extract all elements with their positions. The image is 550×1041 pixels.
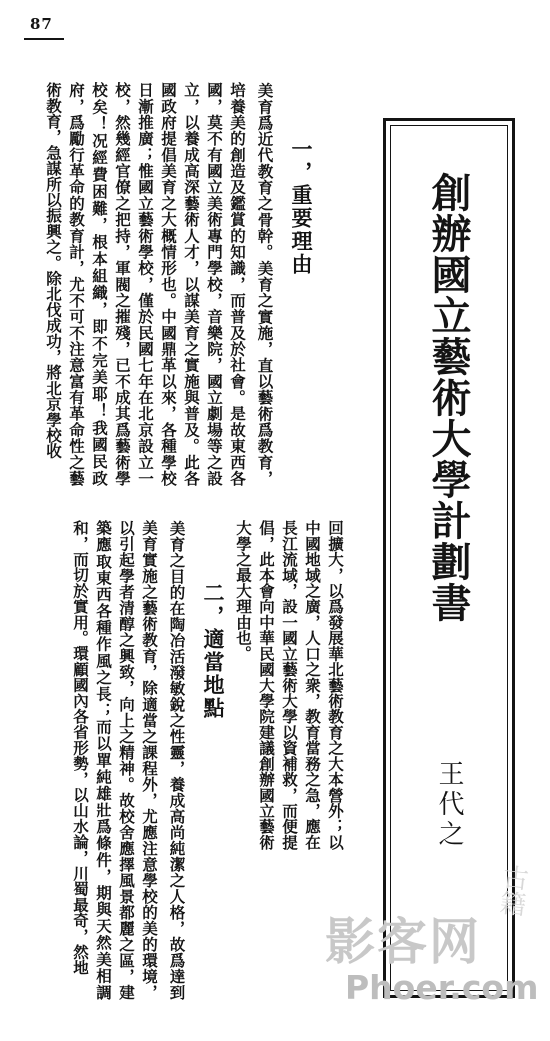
section-2-text: 美育之目的在陶冶活潑敏銳之性靈，養成高尚純潔之人格，故爲達到美育實施之藝術教育，除適當之課程外，尤應注意學校的美的環境，以引起學者清醇之興致，向上之精神。故校舍應擇風景都麗之區，建築應取東西各種作風之長；而以單純雄壯爲條件，期與天然美相調和，而切於實用。環顧國內各省形勢，以山水論，川蜀最奇，然地 [71, 520, 187, 1000]
section-1-text: 美育爲近代教育之骨幹。美育之實施，直以藝術爲教育，培養美的創造及鑑賞的知識，而普及於社會。是故東西各國，莫不有國立美術專門學校，音樂院，國立劇場等之設立，以養成高深藝術人才，以謀美育之實施與普及。此各國政府提倡美育之大概情形也。中國鼎革以來，各種學校日漸推廣；惟國立藝術學校，僅於民國七年在北京設立一校，然幾經官僚之把持，軍閥之摧殘，已不成其爲藝術學校矣！况經費困難，根本組織，即不完美耶！我國民政府，爲勵行革命的教育計，尤不可不注意富有革命性之藝術教育，急謀所以振興之。除北伐成功，將北京學校收 [44, 82, 275, 486]
watermark-url: Phoer.com [345, 968, 539, 1007]
section-1-body [44, 82, 280, 486]
document-title: 創辦國立藝術大學計劃書 [425, 172, 472, 623]
section-1-heading: 一，重要理由 [289, 138, 314, 276]
watermark-seal: 古籍 [494, 862, 530, 918]
section-2-body [70, 520, 192, 1000]
header-rule [24, 38, 64, 40]
section-1-continuation: 回擴大，以爲發展華北藝術教育之大本營外；以中國地域之廣，人口之衆，教育當務之急，應在長江流域，設一國立藝術大學以資補救，而便提倡，此本會向中華民國大學院建議創辦國立藝術大學之最大理由也。 [234, 520, 345, 850]
section-2-heading: 二，適當地點 [201, 582, 226, 720]
document-author: 王代之 [434, 760, 464, 850]
page-number: 87 [30, 15, 53, 33]
watermark-logo-text: 影客网 [325, 913, 481, 971]
